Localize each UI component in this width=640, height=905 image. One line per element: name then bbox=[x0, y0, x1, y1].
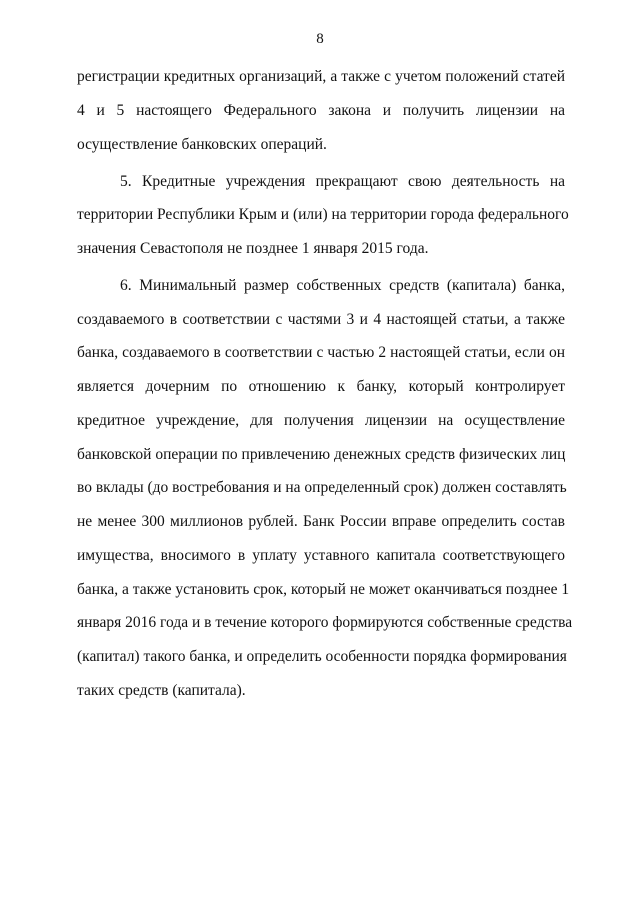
text-line: создаваемого в соответствии с частями 3 и 4 настоящей статьи, а также bbox=[77, 311, 565, 328]
text-line: регистрации кредитных организаций, а также с учетом положений статей bbox=[77, 68, 565, 85]
text-line: (капитал) такого банка, и определить особенности порядка формирования bbox=[77, 648, 567, 665]
text-line: 6. Минимальный размер собственных средств (капитала) банка, bbox=[120, 277, 565, 294]
text-line: имущества, вносимого в уплату уставного капитала соответствующего bbox=[77, 547, 565, 564]
text-line: территории Республики Крым и (или) на территории города федерального bbox=[77, 206, 569, 223]
text-line: не менее 300 миллионов рублей. Банк России вправе определить состав bbox=[77, 513, 565, 530]
text-line: января 2016 года и в течение которого формируются собственные средства bbox=[77, 614, 573, 631]
text-line: во вклады (до востребования и на определенный срок) должен составлять bbox=[77, 479, 567, 496]
text-line: 4 и 5 настоящего Федерального закона и получить лицензии на bbox=[77, 102, 565, 119]
text-line: банка, а также установить срок, который не может оканчиваться позднее 1 bbox=[77, 581, 570, 598]
text-line: банка, создаваемого в соответствии с частью 2 настоящей статьи, если он bbox=[77, 344, 565, 361]
page-number: 8 bbox=[316, 31, 324, 47]
text-line: является дочерним по отношению к банку, который контролирует bbox=[77, 378, 565, 395]
text-line: 5. Кредитные учреждения прекращают свою деятельность на bbox=[120, 173, 565, 190]
text-line: кредитное учреждение, для получения лицензии на осуществление bbox=[77, 412, 565, 429]
text-line: осуществление банковских операций. bbox=[77, 136, 327, 153]
text-line: таких средств (капитала). bbox=[77, 682, 246, 699]
text-line: банковской операции по привлечению денежных средств физических лиц bbox=[77, 446, 566, 463]
text-line: значения Севастополя не позднее 1 января 2015 года. bbox=[77, 240, 429, 257]
